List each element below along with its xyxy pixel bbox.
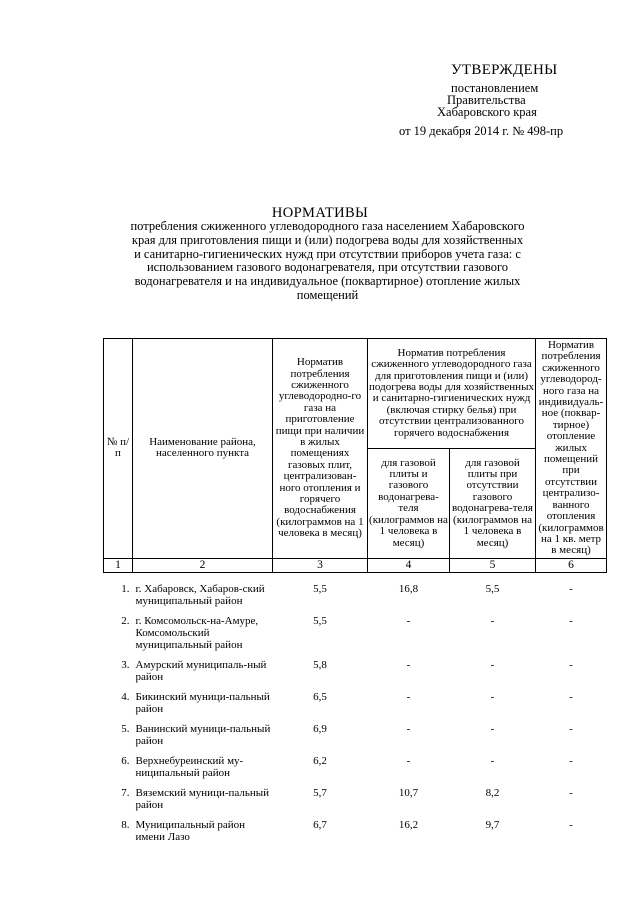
header-col5: для газовой плиты при отсутствии газового водонагрева-теля (килограммов на 1 человека в месяц): [450, 448, 536, 558]
table-row: [104, 691, 607, 715]
table-row: [104, 755, 607, 779]
column-number: 4: [368, 558, 450, 572]
column-number: 1: [104, 558, 133, 572]
value-col4: 10,7: [398, 786, 419, 799]
table-row: [104, 723, 607, 747]
approval-title: УТВЕРЖДЕНЫ: [451, 62, 558, 78]
document-title: НОРМАТИВЫ: [271, 205, 369, 221]
value-col6: -: [569, 786, 573, 799]
district-name: Ванинский муници-пальный район: [135, 722, 271, 747]
value-col5: -: [490, 614, 495, 627]
value-col6: -: [569, 582, 573, 595]
table-row: [104, 615, 607, 651]
district-name: Муниципальный район имени Лазо: [135, 818, 245, 843]
column-number: 6: [536, 558, 607, 572]
value-col6: -: [569, 818, 573, 831]
table-row: [104, 819, 607, 843]
value-col3: 6,5: [313, 690, 327, 703]
value-col3: 5,8: [313, 658, 327, 671]
approval-line: постановлением: [451, 81, 539, 95]
row-number: 8.: [121, 818, 130, 831]
value-col4: -: [406, 690, 411, 703]
document-subtitle: потребления сжиженного углеводородного газа населением Хабаровского края для приготовления пищи и (или) подогрева воды для хозяйственных и санитарно-гигиенических нужд при отсутствии приборов учета газа: с использованием газового водонагревателя, при отсутствии газового водонагревателя и на индивидуальное (поквартирное) отопление жилых помещений: [130, 219, 525, 302]
header-col4: для газовой плиты и газового водонагрева-теля (килограммов на 1 человека в месяц): [368, 448, 450, 558]
header-col6: Норматив потребления сжиженного углеводород-ного газа на индивидуаль-ное (поквар-тирное) отопление жилых помещений при отсутствии централизо-ванного отопления (килограммов на 1 кв. метр в месяц): [536, 339, 607, 559]
row-number: 6.: [121, 754, 130, 767]
district-name: Амурский муниципаль-ный район: [135, 658, 267, 683]
header-col3: Норматив потребления сжиженного углеводородно-го газа на приготовление пищи при наличии в жилых помещениях газовых плит, централизован-ного отопления и горячего водоснабжения (килограммов на 1 человека в месяц): [273, 339, 368, 559]
row-number: 5.: [121, 722, 130, 735]
value-col4: -: [406, 754, 411, 767]
value-col4: -: [406, 722, 411, 735]
column-number: 2: [133, 558, 273, 572]
value-col3: 6,7: [313, 818, 327, 831]
header-name: Наименование района, населенного пункта: [133, 339, 273, 559]
value-col6: -: [569, 690, 573, 703]
row-number: 7.: [121, 786, 130, 799]
district-name: Вяземский муници-пальный район: [135, 786, 270, 811]
value-col4: -: [406, 658, 411, 671]
approval-date-line: от 19 декабря 2014 г. № 498-пр: [399, 124, 564, 138]
value-col3: 5,5: [313, 582, 327, 595]
value-col6: -: [569, 614, 573, 627]
value-col3: 5,5: [313, 614, 327, 627]
header-group: Норматив потребления сжиженного углеводородного газа для приготовления пищи и (или) подогрева воды для хозяйственных и санитарно-гигиенических нужд (включая стирку белья) при отсутствии централизованного горячего водоснабжения: [368, 339, 536, 449]
column-numbers-row: [104, 558, 607, 572]
column-number: 3: [273, 558, 368, 572]
value-col5: 9,7: [485, 818, 500, 831]
value-col5: 8,2: [485, 786, 500, 799]
approval-line: Правительства: [447, 93, 526, 107]
value-col3: 6,2: [313, 754, 327, 767]
value-col4: -: [406, 614, 411, 627]
value-col5: -: [490, 658, 495, 671]
value-col6: -: [569, 722, 573, 735]
value-col3: 5,7: [313, 786, 327, 799]
value-col5: -: [490, 722, 495, 735]
district-name: Верхнебуреинский му-ниципальный район: [135, 754, 244, 779]
table-row: [104, 572, 607, 607]
value-col3: 6,9: [313, 722, 327, 735]
row-number: 4.: [121, 690, 130, 703]
row-number: 1.: [121, 582, 130, 595]
value-col4: 16,8: [398, 582, 419, 595]
district-name: г. Хабаровск, Хабаров-ский муниципальный район: [135, 582, 265, 607]
value-col4: 16,2: [398, 818, 419, 831]
value-col5: -: [490, 690, 495, 703]
table-row: [104, 787, 607, 811]
approval-line: Хабаровского края: [437, 105, 537, 119]
value-col5: -: [490, 754, 495, 767]
row-number: 3.: [121, 658, 130, 671]
value-col6: -: [569, 754, 573, 767]
header-num: № п/п: [104, 339, 133, 559]
value-col6: -: [569, 658, 573, 671]
row-number: 2.: [121, 614, 130, 627]
norms-table: [103, 338, 607, 843]
column-number: 5: [450, 558, 536, 572]
value-col5: 5,5: [485, 582, 500, 595]
district-name: г. Комсомольск-на-Амуре, Комсомольский муниципальный район: [135, 614, 259, 651]
district-name: Бикинский муници-пальный район: [135, 690, 270, 715]
table-row: [104, 659, 607, 683]
